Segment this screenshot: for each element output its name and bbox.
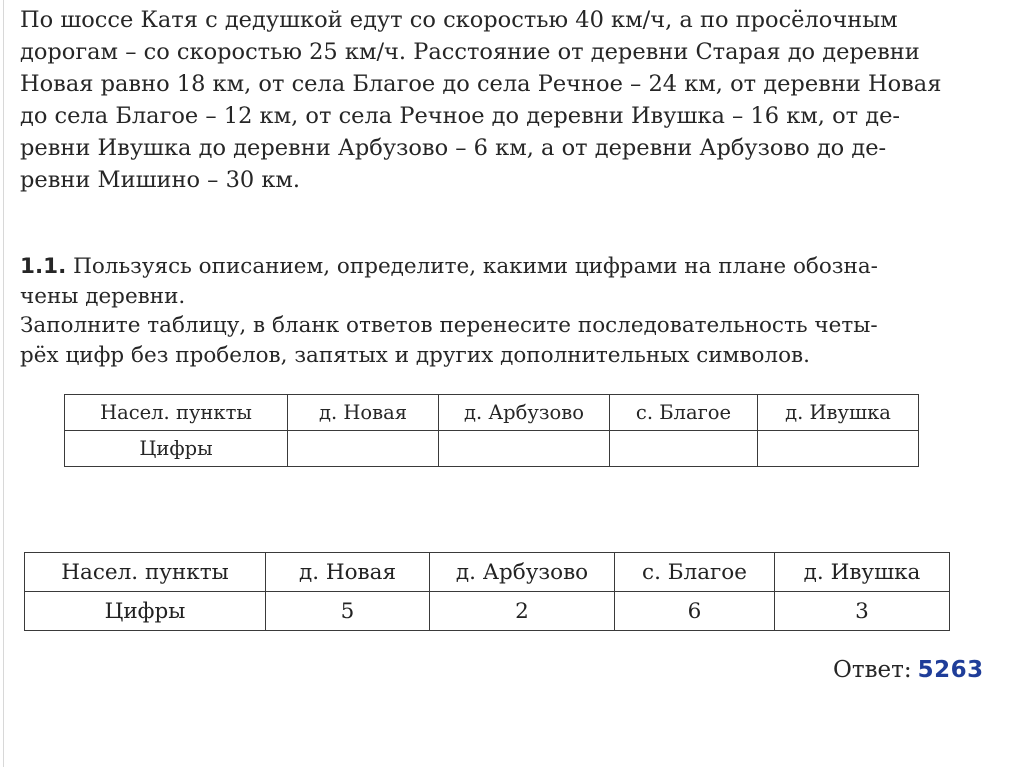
row-label-cell: Цифры: [65, 431, 288, 467]
header-cell: д. Ивушка: [775, 553, 950, 592]
header-cell: д. Арбузово: [430, 553, 615, 592]
header-cell: д. Ивушка: [758, 395, 919, 431]
page-left-border: [3, 0, 4, 767]
empty-cell: [758, 431, 919, 467]
empty-cell: [439, 431, 610, 467]
digit-cell: 5: [266, 592, 430, 631]
header-cell: Насел. пункты: [25, 553, 266, 592]
header-cell: Насел. пункты: [65, 395, 288, 431]
digit-cell: 2: [430, 592, 615, 631]
answer-value: 5263: [917, 657, 984, 683]
task-1-1: [20, 252, 1005, 370]
header-cell: д. Новая: [288, 395, 439, 431]
answer-label: Ответ:: [833, 657, 912, 683]
statement-line: Новая равно 18 км, от села Благое до села Речное – 24 км, от деревни Новая: [20, 71, 942, 97]
row-label-cell: Цифры: [25, 592, 266, 631]
table-header-row: [65, 395, 919, 431]
answer-line: [833, 657, 984, 683]
task-line: чены деревни.: [20, 283, 186, 309]
task-line: Заполните таблицу, в бланк ответов перенесите последовательность четы-: [20, 313, 878, 338]
empty-cell: [610, 431, 758, 467]
task-number: 1.1.: [20, 254, 67, 279]
statement-line: до села Благое – 12 км, от села Речное до деревни Ивушка – 16 км, от де-: [20, 103, 900, 129]
table-row: [25, 592, 950, 631]
task-line: рёх цифр без пробелов, запятых и других дополнительных символов.: [20, 342, 810, 368]
table-header-row: [25, 553, 950, 592]
statement-line: ревни Ивушка до деревни Арбузово – 6 км, а от деревни Арбузово до де-: [20, 135, 887, 161]
task-text: Пользуясь описанием, определите, какими цифрами на плане обозна-: [66, 254, 878, 279]
statement-line: По шоссе Катя с дедушкой едут со скоростью 40 км/ч, а по просёлочным: [20, 7, 898, 33]
problem-statement: [20, 4, 1005, 196]
table-row: [65, 431, 919, 467]
task-line: [20, 252, 1005, 282]
statement-line: ревни Мишино – 30 км.: [20, 167, 301, 193]
filled-answer-table: [24, 552, 950, 631]
header-cell: с. Благое: [615, 553, 775, 592]
blank-answer-table: [64, 394, 919, 467]
statement-line: дорогам – со скоростью 25 км/ч. Расстояние от деревни Старая до деревни: [20, 39, 920, 65]
empty-cell: [288, 431, 439, 467]
digit-cell: 6: [615, 592, 775, 631]
header-cell: с. Благое: [610, 395, 758, 431]
digit-cell: 3: [775, 592, 950, 631]
header-cell: д. Арбузово: [439, 395, 610, 431]
header-cell: д. Новая: [266, 553, 430, 592]
